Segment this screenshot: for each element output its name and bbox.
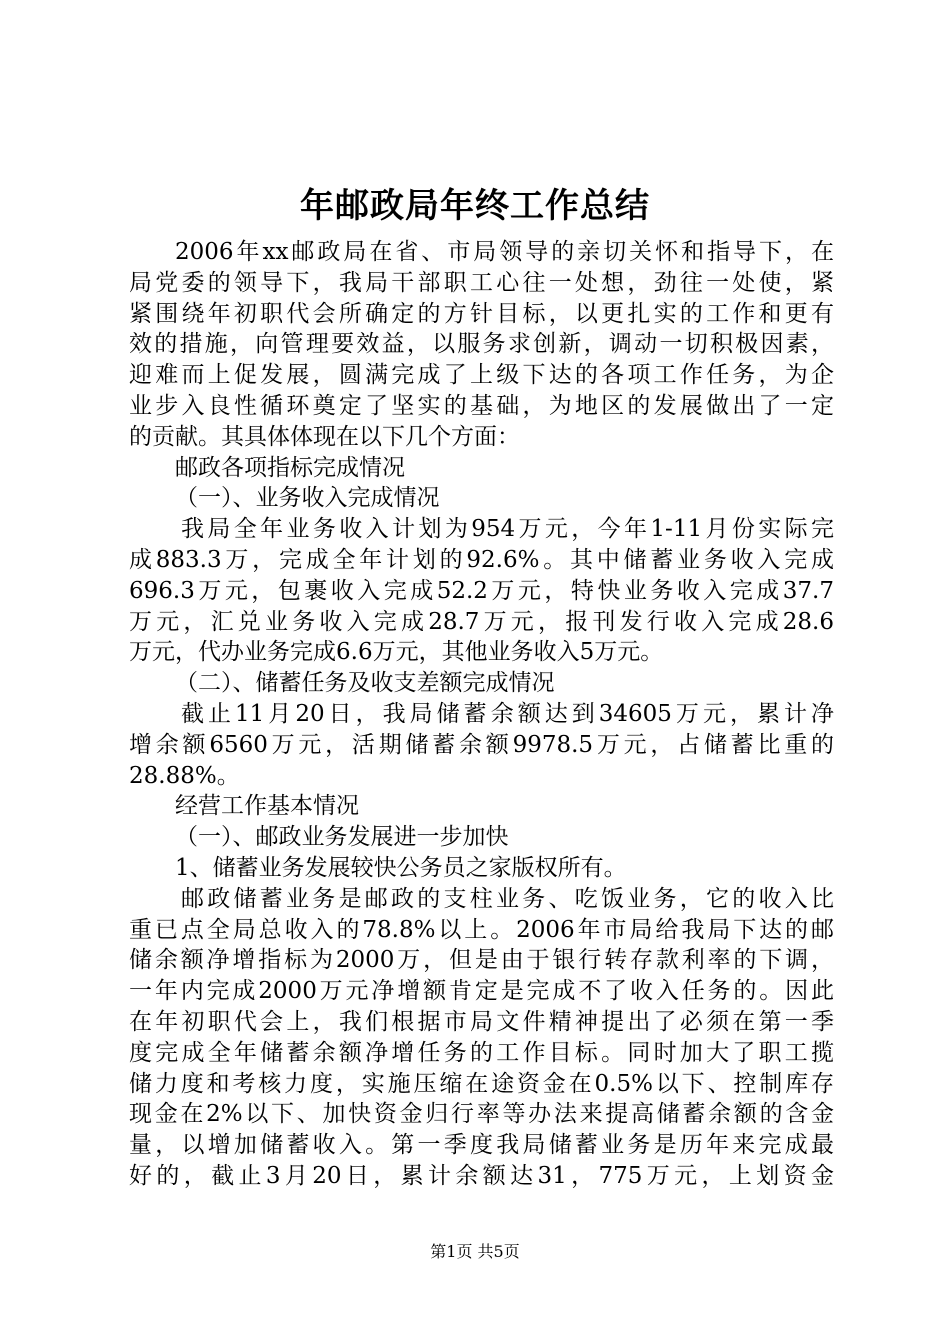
text-line: 的贡献。其具体体现在以下几个方面： (129, 423, 520, 450)
text-line: 截止11月20日，我局储蓄余额达到34605万元，累计净 (181, 700, 834, 727)
text-line: 1、储蓄业务发展较快公务员之家版权所有。 (175, 854, 627, 881)
text-line: 万元，汇兑业务收入完成28.7万元，报刊发行收入完成28.6 (129, 608, 834, 635)
text-line: 迎难而上促发展，圆满完成了上级下达的各项工作任务，为企 (129, 362, 834, 389)
text-line: 度完成全年储蓄余额净增任务的工作目标。同时加大了职工揽 (129, 1039, 834, 1066)
text-line: 在年初职代会上，我们根据市局文件精神提出了必须在第一季 (129, 1008, 834, 1035)
text-line: 2006年xx邮政局在省、市局领导的亲切关怀和指导下，在 (175, 239, 834, 265)
text-line: 业步入良性循环奠定了坚实的基础，为地区的发展做出了一定 (129, 392, 834, 419)
text-line: 紧围绕年初职代会所确定的方针目标，以更扎实的工作和更有 (129, 300, 834, 327)
text-line: 经营工作基本情况 (175, 793, 359, 820)
text-line: 量，以增加储蓄收入。第一季度我局储蓄业务是历年来完成最 (129, 1132, 834, 1159)
document-title: 年邮政局年终工作总结 (300, 186, 650, 226)
text-line: 万元，代办业务完成6.6万元，其他业务收入5万元。 (129, 639, 664, 666)
text-line: 增余额6560万元，活期储蓄余额9978.5万元，占储蓄比重的 (129, 731, 834, 758)
text-line: 好的，截止3月20日，累计余额达31，775万元，上划资金 (129, 1162, 834, 1189)
text-line: 局党委的领导下，我局干部职工心往一处想，劲往一处使，紧 (129, 269, 834, 296)
text-line: （二）、储蓄任务及收支差额完成情况 (175, 670, 555, 697)
text-line: 效的措施，向管理要效益，以服务求创新，调动一切积极因素， (129, 331, 834, 358)
text-line: 我局全年业务收入计划为954万元，今年1-11月份实际完 (181, 516, 834, 543)
text-line: （一）、业务收入完成情况 (175, 485, 440, 512)
text-line: 储力度和考核力度，实施压缩在途资金在0.5%以下、控制库存 (129, 1070, 834, 1097)
text-line: 一年内完成2000万元净增额肯定是完成不了收入任务的。因此 (129, 978, 834, 1005)
text-line: 邮政储蓄业务是邮政的支柱业务、吃饭业务，它的收入比 (181, 885, 834, 912)
text-line: 696.3万元，包裹收入完成52.2万元，特快业务收入完成37.7 (129, 577, 834, 604)
text-line: 现金在2%以下、加快资金归行率等办法来提高储蓄余额的含金 (129, 1101, 834, 1128)
text-line: 28.88%。 (129, 762, 240, 789)
text-line: 成883.3万，完成全年计划的92.6%。其中储蓄业务收入完成 (129, 546, 834, 573)
text-line: （一）、邮政业务发展进一步加快 (175, 824, 509, 851)
text-line: 储余额净增指标为2000万，但是由于银行转存款利率的下调， (129, 947, 834, 974)
page-footer: 第1页 共5页 (430, 1242, 520, 1261)
document-body (129, 237, 834, 1192)
text-line: 邮政各项指标完成情况 (175, 454, 405, 481)
text-line: 重已点全局总收入的78.8%以上。2006年市局给我局下达的邮 (129, 916, 834, 943)
